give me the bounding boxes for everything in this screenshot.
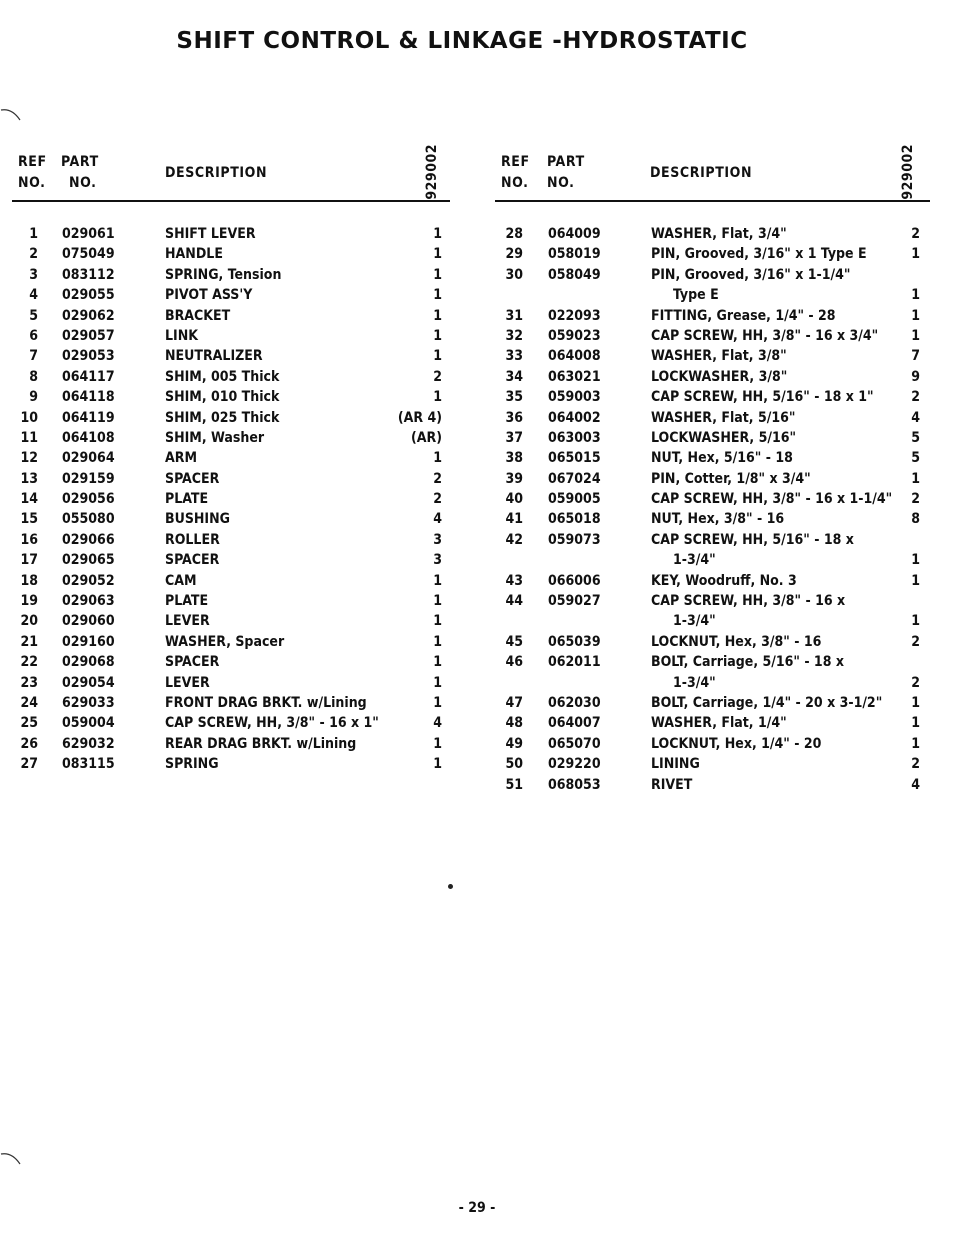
ref-number: 44 xyxy=(505,593,523,610)
header-description: DESCRIPTION xyxy=(165,165,268,181)
ref-number: 15 xyxy=(20,511,38,528)
ref-number: 27 xyxy=(20,756,38,773)
quantity: 2 xyxy=(433,470,442,487)
ref-number: 21 xyxy=(20,633,38,650)
ref-number: 34 xyxy=(505,368,523,385)
quantity: 2 xyxy=(433,368,442,385)
quantity: 4 xyxy=(433,511,442,528)
quantity: 8 xyxy=(911,511,920,528)
table-row xyxy=(495,224,930,244)
part-number: 629032 xyxy=(62,735,115,752)
part-number: 064118 xyxy=(62,389,115,406)
part-description: NUT, Hex, 5/16" - 18 xyxy=(651,450,793,467)
ref-number: 29 xyxy=(505,246,523,263)
part-number: 063021 xyxy=(548,368,601,385)
ref-number: 22 xyxy=(20,654,38,671)
part-number: 064008 xyxy=(548,348,601,365)
quantity: 2 xyxy=(911,756,920,773)
part-number: 029066 xyxy=(62,531,115,548)
part-number: 059027 xyxy=(548,593,601,610)
ref-number: 1 xyxy=(29,226,38,242)
ref-number: 50 xyxy=(505,756,523,773)
ref-number: 20 xyxy=(20,613,38,630)
table-row xyxy=(495,244,930,264)
part-description: WASHER, Flat, 5/16" xyxy=(651,409,796,426)
part-description: KEY, Woodruff, No. 3 xyxy=(651,572,797,589)
part-description: PIVOT ASS'Y xyxy=(165,287,253,304)
part-description: HANDLE xyxy=(165,246,223,263)
scan-mark-top xyxy=(0,100,24,124)
table-row xyxy=(495,285,930,305)
part-number: 083115 xyxy=(62,756,115,773)
quantity: 1 xyxy=(911,735,920,752)
part-number: 029068 xyxy=(62,654,115,671)
part-number: 075049 xyxy=(62,246,115,263)
part-description: BOLT, Carriage, 5/16" - 18 x xyxy=(651,654,844,671)
part-number: 064119 xyxy=(62,409,115,426)
table-row xyxy=(12,306,450,326)
quantity: 1 xyxy=(911,327,920,344)
part-number: 029062 xyxy=(62,307,115,324)
table-row xyxy=(495,428,930,448)
header-model: 929002 xyxy=(900,144,916,200)
part-description: WASHER, Flat, 3/8" xyxy=(651,348,787,365)
quantity: 1 xyxy=(911,572,920,589)
table-header xyxy=(12,140,450,202)
part-number: 064002 xyxy=(548,409,601,426)
table-row xyxy=(495,734,930,754)
ref-number: 19 xyxy=(20,593,38,610)
ref-number: 31 xyxy=(505,307,523,324)
ref-number: 35 xyxy=(505,389,523,406)
table-row xyxy=(12,428,450,448)
ref-number: 7 xyxy=(29,348,38,365)
table-row xyxy=(495,775,930,795)
quantity: 5 xyxy=(911,450,920,467)
part-number: 063003 xyxy=(548,429,601,446)
quantity: 1 xyxy=(911,613,920,630)
part-description: CAP SCREW, HH, 5/16" - 18 x 1" xyxy=(651,389,874,406)
table-row xyxy=(12,550,450,570)
part-description: SPRING xyxy=(165,756,219,773)
table-row xyxy=(495,408,930,428)
quantity: 3 xyxy=(433,552,442,569)
table-row xyxy=(12,346,450,366)
table-body-left xyxy=(12,224,450,775)
part-description: NUT, Hex, 3/8" - 16 xyxy=(651,511,785,528)
ref-number: 32 xyxy=(505,327,523,344)
table-row xyxy=(12,754,450,774)
part-description: SHIM, 005 Thick xyxy=(165,368,280,385)
table-row xyxy=(12,469,450,489)
part-number: 059003 xyxy=(548,389,601,406)
ref-number: 51 xyxy=(505,776,523,793)
table-row xyxy=(495,754,930,774)
quantity: 1 xyxy=(433,633,442,650)
part-description: Type E xyxy=(673,287,719,304)
part-number: 029064 xyxy=(62,450,115,467)
quantity: 1 xyxy=(433,246,442,263)
ref-number: 40 xyxy=(505,491,523,508)
ref-number: 23 xyxy=(20,674,38,691)
table-row xyxy=(495,611,930,631)
page-number: - 29 - xyxy=(458,1200,496,1216)
ref-number: 10 xyxy=(20,409,38,426)
table-row xyxy=(495,673,930,693)
part-description: BOLT, Carriage, 1/4" - 20 x 3-1/2" xyxy=(651,694,883,711)
ref-number: 36 xyxy=(505,409,523,426)
table-row xyxy=(12,489,450,509)
part-description: PIN, Grooved, 3/16" x 1-1/4" xyxy=(651,266,851,283)
table-row xyxy=(12,448,450,468)
ref-number: 25 xyxy=(20,715,38,732)
parts-table-left xyxy=(12,140,450,775)
header-description: DESCRIPTION xyxy=(650,165,753,181)
part-number: 629033 xyxy=(62,694,115,711)
part-number: 029160 xyxy=(62,633,115,650)
part-description: CAM xyxy=(165,572,197,589)
quantity: 4 xyxy=(911,409,920,426)
table-row xyxy=(495,265,930,285)
quantity: 1 xyxy=(911,470,920,487)
ref-number: 11 xyxy=(20,429,38,446)
quantity: 4 xyxy=(911,776,920,793)
table-row xyxy=(12,713,450,733)
part-number: 059073 xyxy=(548,531,601,548)
part-description: WASHER, Flat, 1/4" xyxy=(651,715,787,732)
header-ref: REF NO. xyxy=(501,154,530,191)
part-description: FITTING, Grease, 1/4" - 28 xyxy=(651,307,836,324)
part-description: SPACER xyxy=(165,470,220,487)
quantity: 1 xyxy=(433,389,442,406)
ref-number: 12 xyxy=(20,450,38,467)
part-description: PLATE xyxy=(165,593,209,610)
part-number: 029056 xyxy=(62,491,115,508)
part-description: LEVER xyxy=(165,674,210,691)
part-description: PIN, Grooved, 3/16" x 1 Type E xyxy=(651,246,867,263)
part-description: ARM xyxy=(165,450,197,467)
quantity: 1 xyxy=(433,654,442,671)
part-number: 029159 xyxy=(62,470,115,487)
ref-number: 18 xyxy=(20,572,38,589)
part-description: SHIM, 025 Thick xyxy=(165,409,280,426)
part-number: 065018 xyxy=(548,511,601,528)
ref-number: 3 xyxy=(29,266,38,283)
part-description: LOCKNUT, Hex, 3/8" - 16 xyxy=(651,633,822,650)
part-number: 058049 xyxy=(548,266,601,283)
part-description: 1-3/4" xyxy=(673,613,716,630)
table-body-right xyxy=(495,224,930,795)
ref-number: 5 xyxy=(29,307,38,324)
part-number: 029052 xyxy=(62,572,115,589)
table-row xyxy=(12,326,450,346)
ref-number: 30 xyxy=(505,266,523,283)
table-row xyxy=(495,652,930,672)
quantity: 1 xyxy=(433,694,442,711)
quantity: 1 xyxy=(433,572,442,589)
part-description: WASHER, Spacer xyxy=(165,633,285,650)
table-row xyxy=(495,489,930,509)
quantity: 1 xyxy=(433,287,442,304)
ref-number: 49 xyxy=(505,735,523,752)
ref-number: 45 xyxy=(505,633,523,650)
ref-number: 26 xyxy=(20,735,38,752)
table-row xyxy=(12,591,450,611)
header-ref: REF NO. xyxy=(18,154,47,191)
ref-number: 28 xyxy=(505,226,523,242)
ref-number: 41 xyxy=(505,511,523,528)
quantity: 1 xyxy=(433,450,442,467)
part-number: 064007 xyxy=(548,715,601,732)
ref-number: 6 xyxy=(29,327,38,344)
table-row xyxy=(12,285,450,305)
part-number: 029055 xyxy=(62,287,115,304)
part-number: 022093 xyxy=(548,307,601,324)
table-row xyxy=(12,387,450,407)
part-description: ROLLER xyxy=(165,531,220,548)
ref-number: 39 xyxy=(505,470,523,487)
part-number: 058019 xyxy=(548,246,601,263)
table-row xyxy=(495,509,930,529)
quantity: 1 xyxy=(433,593,442,610)
ref-number: 16 xyxy=(20,531,38,548)
ref-number: 13 xyxy=(20,470,38,487)
part-description: SPRING, Tension xyxy=(165,266,282,283)
part-description: SPACER xyxy=(165,552,220,569)
part-number: 064117 xyxy=(62,368,115,385)
ref-number: 14 xyxy=(20,491,38,508)
part-description: SHIM, Washer xyxy=(165,429,265,446)
part-description: BUSHING xyxy=(165,511,230,528)
part-description: 1-3/4" xyxy=(673,552,716,569)
table-row xyxy=(12,673,450,693)
table-row xyxy=(495,530,930,550)
part-description: LEVER xyxy=(165,613,210,630)
part-number: 059004 xyxy=(62,715,115,732)
quantity: 1 xyxy=(911,307,920,324)
table-row xyxy=(12,734,450,754)
quantity: (AR) xyxy=(411,429,442,446)
ref-number: 24 xyxy=(20,694,38,711)
part-description: 1-3/4" xyxy=(673,674,716,691)
table-row xyxy=(495,550,930,570)
ref-number: 48 xyxy=(505,715,523,732)
table-header xyxy=(495,140,930,202)
part-description: CAP SCREW, HH, 3/8" - 16 x 1" xyxy=(165,715,379,732)
ref-number: 37 xyxy=(505,429,523,446)
quantity: 1 xyxy=(433,613,442,630)
part-number: 062011 xyxy=(548,654,601,671)
quantity: 1 xyxy=(433,307,442,324)
table-row xyxy=(495,693,930,713)
part-number: 029063 xyxy=(62,593,115,610)
header-model: 929002 xyxy=(424,144,440,200)
table-row xyxy=(495,571,930,591)
quantity: 1 xyxy=(433,756,442,773)
quantity: 1 xyxy=(433,348,442,365)
part-description: FRONT DRAG BRKT. w/Lining xyxy=(165,694,367,711)
quantity: 1 xyxy=(433,226,442,242)
quantity: 2 xyxy=(911,491,920,508)
part-description: CAP SCREW, HH, 3/8" - 16 x 1-1/4" xyxy=(651,491,893,508)
part-description: PLATE xyxy=(165,491,209,508)
quantity: (AR 4) xyxy=(397,409,442,426)
ref-number: 8 xyxy=(29,368,38,385)
header-part: PART NO. xyxy=(547,154,585,191)
quantity: 4 xyxy=(433,715,442,732)
quantity: 2 xyxy=(911,674,920,691)
part-description: CAP SCREW, HH, 3/8" - 16 x xyxy=(651,593,846,610)
table-row xyxy=(12,408,450,428)
part-description: NEUTRALIZER xyxy=(165,348,263,365)
part-number: 059005 xyxy=(548,491,601,508)
part-number: 029065 xyxy=(62,552,115,569)
table-row xyxy=(495,713,930,733)
quantity: 1 xyxy=(911,694,920,711)
part-description: SHIFT LEVER xyxy=(165,226,256,242)
header-part: PART NO. xyxy=(61,154,99,191)
quantity: 2 xyxy=(911,226,920,242)
table-row xyxy=(12,530,450,550)
table-row xyxy=(495,306,930,326)
ref-number: 9 xyxy=(29,389,38,406)
table-row xyxy=(495,632,930,652)
quantity: 1 xyxy=(911,715,920,732)
quantity: 9 xyxy=(911,368,920,385)
part-description: LINING xyxy=(651,756,700,773)
table-row xyxy=(12,632,450,652)
table-row xyxy=(12,611,450,631)
part-number: 059023 xyxy=(548,327,601,344)
quantity: 1 xyxy=(911,287,920,304)
quantity: 1 xyxy=(911,246,920,263)
table-row xyxy=(12,652,450,672)
scan-mark-bottom xyxy=(0,1146,24,1170)
scan-dot xyxy=(448,884,453,889)
quantity: 2 xyxy=(911,389,920,406)
quantity: 1 xyxy=(433,674,442,691)
quantity: 1 xyxy=(433,735,442,752)
part-number: 065015 xyxy=(548,450,601,467)
table-row xyxy=(495,346,930,366)
table-row xyxy=(495,469,930,489)
ref-number: 43 xyxy=(505,572,523,589)
part-number: 062030 xyxy=(548,694,601,711)
ref-number: 42 xyxy=(505,531,523,548)
ref-number: 17 xyxy=(20,552,38,569)
part-number: 064108 xyxy=(62,429,115,446)
ref-number: 33 xyxy=(505,348,523,365)
part-description: SPACER xyxy=(165,654,220,671)
part-number: 029060 xyxy=(62,613,115,630)
part-description: WASHER, Flat, 3/4" xyxy=(651,226,787,242)
quantity: 1 xyxy=(911,552,920,569)
part-number: 029057 xyxy=(62,327,115,344)
part-number: 029220 xyxy=(548,756,601,773)
part-description: BRACKET xyxy=(165,307,231,324)
quantity: 5 xyxy=(911,429,920,446)
part-number: 064009 xyxy=(548,226,601,242)
quantity: 1 xyxy=(433,266,442,283)
ref-number: 47 xyxy=(505,694,523,711)
part-description: PIN, Cotter, 1/8" x 3/4" xyxy=(651,470,811,487)
table-row xyxy=(495,367,930,387)
quantity: 2 xyxy=(433,491,442,508)
part-description: LINK xyxy=(165,327,199,344)
ref-number: 46 xyxy=(505,654,523,671)
part-number: 066006 xyxy=(548,572,601,589)
parts-table-right xyxy=(495,140,930,795)
table-row xyxy=(12,265,450,285)
part-description: REAR DRAG BRKT. w/Lining xyxy=(165,735,357,752)
ref-number: 38 xyxy=(505,450,523,467)
part-description: LOCKWASHER, 3/8" xyxy=(651,368,788,385)
quantity: 2 xyxy=(911,633,920,650)
part-description: LOCKWASHER, 5/16" xyxy=(651,429,797,446)
part-description: CAP SCREW, HH, 3/8" - 16 x 3/4" xyxy=(651,327,879,344)
part-number: 065039 xyxy=(548,633,601,650)
part-number: 083112 xyxy=(62,266,115,283)
part-number: 068053 xyxy=(548,776,601,793)
table-row xyxy=(12,244,450,264)
part-description: RIVET xyxy=(651,776,693,793)
ref-number: 4 xyxy=(29,287,38,304)
table-row xyxy=(12,571,450,591)
table-row xyxy=(495,448,930,468)
table-row xyxy=(495,591,930,611)
part-number: 067024 xyxy=(548,470,601,487)
table-row xyxy=(495,387,930,407)
part-number: 055080 xyxy=(62,511,115,528)
part-number: 029053 xyxy=(62,348,115,365)
table-row xyxy=(12,367,450,387)
table-row xyxy=(12,693,450,713)
quantity: 1 xyxy=(433,327,442,344)
part-number: 029061 xyxy=(62,226,115,242)
quantity: 7 xyxy=(911,348,920,365)
table-row xyxy=(495,326,930,346)
part-description: SHIM, 010 Thick xyxy=(165,389,280,406)
part-description: LOCKNUT, Hex, 1/4" - 20 xyxy=(651,735,822,752)
part-number: 065070 xyxy=(548,735,601,752)
part-description: CAP SCREW, HH, 5/16" - 18 x xyxy=(651,531,854,548)
table-row xyxy=(12,224,450,244)
ref-number: 2 xyxy=(29,246,38,263)
quantity: 3 xyxy=(433,531,442,548)
part-number: 029054 xyxy=(62,674,115,691)
table-row xyxy=(12,509,450,529)
page-title: SHIFT CONTROL & LINKAGE -HYDROSTATIC xyxy=(176,28,748,54)
